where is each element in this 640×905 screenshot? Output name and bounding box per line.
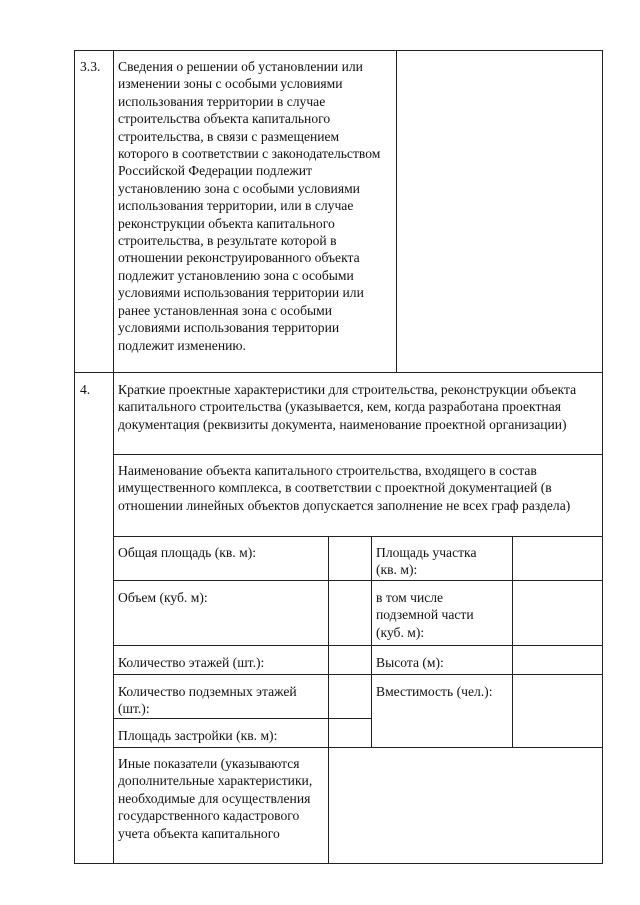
grid-col-divider-b	[371, 536, 372, 747]
number-column-divider	[113, 50, 114, 864]
row-divider-2	[113, 645, 603, 646]
floors-label: Количество этажей (шт.):	[118, 655, 265, 670]
section-4-number: 4.	[80, 382, 91, 397]
plot-area-label: Площадь участка (кв. м):	[376, 545, 477, 578]
section-divider-3-3-4	[74, 372, 603, 373]
grid-col-divider-a	[328, 536, 329, 747]
floors-value[interactable]	[330, 647, 370, 673]
other-label: Иные показатели (указываются дополнительные характеристики, необходимые для осуществления государственного кадастрового учета объекта капитального	[118, 756, 313, 841]
table-bottom-border	[74, 863, 603, 864]
table-top-border	[74, 50, 603, 51]
section-3-3-number: 3.3.	[80, 59, 101, 74]
volume-label: Объем (куб. м):	[118, 590, 208, 605]
underground-volume-value[interactable]	[514, 582, 601, 644]
total-area-value[interactable]	[330, 538, 370, 579]
other-value[interactable]	[330, 749, 601, 862]
plot-area-value[interactable]	[514, 538, 601, 579]
capacity-value[interactable]	[514, 676, 601, 746]
object-name-label: Наименование объекта капитального строительства, входящего в состав имущественного комплекса, в соответствии с проектной документацией (в отношении линейных объектов допускается заполнение не всех граф раздела)	[118, 463, 571, 513]
total-area-label: Общая площадь (кв. м):	[118, 545, 257, 560]
section-3-3-text: Сведения о решении об установлении или изменении зоны с особыми условиями использования территории в случае строительства объекта капитального строительства, в связи с размещением которого в соответствии с законодательством Российской Федерации подлежит установлению зона с особыми условиями использования территории, или в случае реконструкции объекта капитального строительства, в результате которой в отношении реконструированного объекта подлежит установлению зона с особыми условиями использования территории или ранее установленная зона с особыми условиями использования территории подлежит изменению.	[118, 59, 381, 353]
built-area-value[interactable]	[330, 720, 370, 746]
row-divider-3	[113, 674, 603, 675]
row-divider-5	[113, 747, 603, 748]
header-row-divider	[113, 454, 603, 455]
underground-floors-value[interactable]	[330, 676, 370, 717]
row-divider-4-left	[113, 718, 372, 719]
built-area-label: Площадь застройки (кв. м):	[118, 728, 278, 743]
section-4-header: Краткие проектные характеристики для строительства, реконструкции объекта капитального строительства (указывается, кем, когда разработана проектная документация (реквизиты документа, наименование проектной организации)	[118, 382, 577, 432]
object-name-row-divider	[113, 536, 603, 537]
volume-value[interactable]	[330, 582, 370, 644]
section-3-3-value-divider	[396, 50, 397, 372]
row-divider-1	[113, 580, 603, 581]
table-left-border	[74, 50, 75, 864]
height-label: Высота (м):	[376, 655, 444, 670]
underground-volume-label: в том числе подземной части (куб. м):	[376, 590, 474, 640]
underground-floors-label: Количество подземных этажей (шт.):	[118, 684, 297, 717]
height-value[interactable]	[514, 647, 601, 673]
grid-col-divider-c	[512, 536, 513, 747]
table-right-border	[602, 50, 603, 864]
other-value-divider	[328, 747, 329, 864]
section-3-3-value[interactable]	[400, 58, 598, 368]
capacity-label: Вместимость (чел.):	[376, 684, 493, 699]
